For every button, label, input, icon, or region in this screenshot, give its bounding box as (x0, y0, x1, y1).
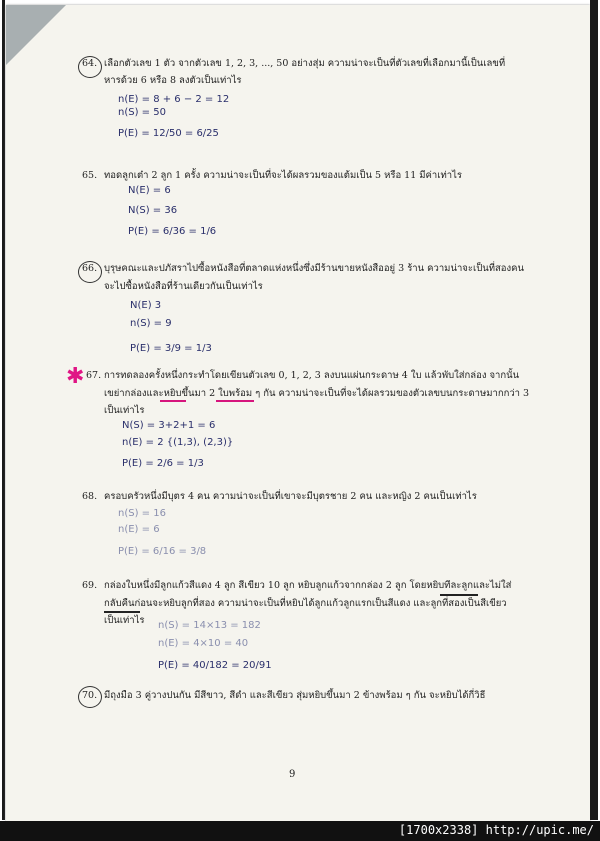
handwritten-work: n(E) = 6 (118, 524, 160, 535)
pink-star-mark: ✱ (66, 364, 85, 389)
handwritten-work: n(S) = 14×13 = 182 (158, 620, 261, 631)
question-number: 65. (82, 170, 98, 181)
pen-underline (440, 594, 478, 596)
handwritten-work: N(S) = 3+2+1 = 6 (122, 420, 216, 431)
question-text-line: เลือกตัวเลข 1 ตัว จากตัวเลข 1, 2, 3, ..., 50 อย่างสุ่ม ความน่าจะเป็นที่ตัวเลขที่เลือกมานี้เป็นเลขที่ (104, 58, 506, 69)
question-text-line: จะไปซื้อหนังสือที่ร้านเดียวกันเป็นเท่าไร (104, 281, 263, 292)
question-number: 67. (86, 370, 102, 381)
scan-right-edge (590, 0, 598, 820)
question-text-line: กล่องใบหนึ่งมีลูกแก้วสีแดง 4 ลูก สีเขียว 10 ลูก หยิบลูกแก้วจากกล่อง 2 ลูก โดยหยิบทีละลูกและไม่ใส่ (104, 580, 512, 591)
question-text-line: กลับคืนก่อนจะหยิบลูกที่สอง ความน่าจะเป็นที่หยิบได้ลูกแก้วลูกแรกเป็นสีแดง และลูกที่สองเป็นสีเขียว (104, 598, 507, 609)
handwritten-work: P(E) = 40/182 = 20/91 (158, 660, 272, 671)
handwritten-work: n(E) = 2 {(1,3), (2,3)} (122, 437, 234, 448)
handwritten-work: P(E) = 3/9 = 1/3 (130, 343, 212, 354)
question-text-line: บุรุษคณะและปภัสราไปซื้อหนังสือที่ตลาดแห่งหนึ่งซึ่งมีร้านขายหนังสืออยู่ 3 ร้าน ความน่าจะเป็นที่สองคน (104, 263, 524, 274)
handwritten-work: N(E) 3 (130, 300, 162, 311)
question-number: 66. (82, 263, 98, 274)
handwritten-work: N(E) = 6 (128, 185, 171, 196)
question-number: 68. (82, 491, 98, 502)
pink-underline (160, 400, 186, 402)
question-text-line: เขย่ากล่องและหยิบขึ้นมา 2 ใบพร้อม ๆ กัน ความน่าจะเป็นที่จะได้ผลรวมของตัวเลขบนกระดาษมากกว่า 3 (104, 388, 530, 399)
handwritten-work: n(E) = 8 + 6 − 2 = 12 (118, 94, 230, 105)
page-number: 9 (289, 769, 296, 780)
question-text-line: การทดลองครั้งหนึ่งกระทำโดยเขียนตัวเลข 0, 1, 2, 3 ลงบนแผ่นกระดาษ 4 ใบ แล้วพับใส่กล่อง จากนั้น (104, 370, 520, 381)
folded-corner (6, 5, 66, 65)
pink-underline (216, 400, 254, 402)
handwritten-work: N(S) = 36 (128, 205, 178, 216)
question-number: 69. (82, 580, 98, 591)
pen-underline (104, 611, 140, 613)
handwritten-work: P(E) = 12/50 = 6/25 (118, 128, 219, 139)
handwritten-work: P(E) = 2/6 = 1/3 (122, 458, 204, 469)
handwritten-work: n(S) = 16 (118, 508, 166, 519)
handwritten-work: n(S) = 50 (118, 107, 166, 118)
handwritten-work: P(E) = 6/36 = 1/6 (128, 226, 217, 237)
question-text-line: ทอดลูกเต๋า 2 ลูก 1 ครั้ง ความน่าจะเป็นที่จะได้ผลรวมของแต้มเป็น 5 หรือ 11 มีค่าเท่าไร (104, 170, 462, 181)
question-number: 64. (82, 58, 98, 69)
watermark-label: [1700x2338] http://upic.me/ (398, 823, 594, 837)
question-text-line: เป็นเท่าไร (104, 405, 145, 416)
question-number: 70. (82, 690, 98, 701)
question-text-line: ครอบครัวหนึ่งมีบุตร 4 คน ความน่าจะเป็นที่เขาจะมีบุตรชาย 2 คน และหญิง 2 คนเป็นเท่าไร (104, 491, 477, 502)
question-text-line: หารด้วย 6 หรือ 8 ลงตัวเป็นเท่าไร (104, 75, 242, 86)
handwritten-work: n(S) = 9 (130, 318, 172, 329)
handwritten-work: n(E) = 4×10 = 40 (158, 638, 249, 649)
question-text-line: เป็นเท่าไร (104, 615, 145, 626)
scan-left-edge (2, 0, 5, 820)
handwritten-work: P(E) = 6/16 = 3/8 (118, 546, 207, 557)
question-text-line: มีถุงมือ 3 คู่วางปนกัน มีสีขาว, สีดำ และสีเขียว สุ่มหยิบขึ้นมา 2 ข้างพร้อม ๆ กัน จะหยิบได้กี่วิธี (104, 690, 486, 701)
